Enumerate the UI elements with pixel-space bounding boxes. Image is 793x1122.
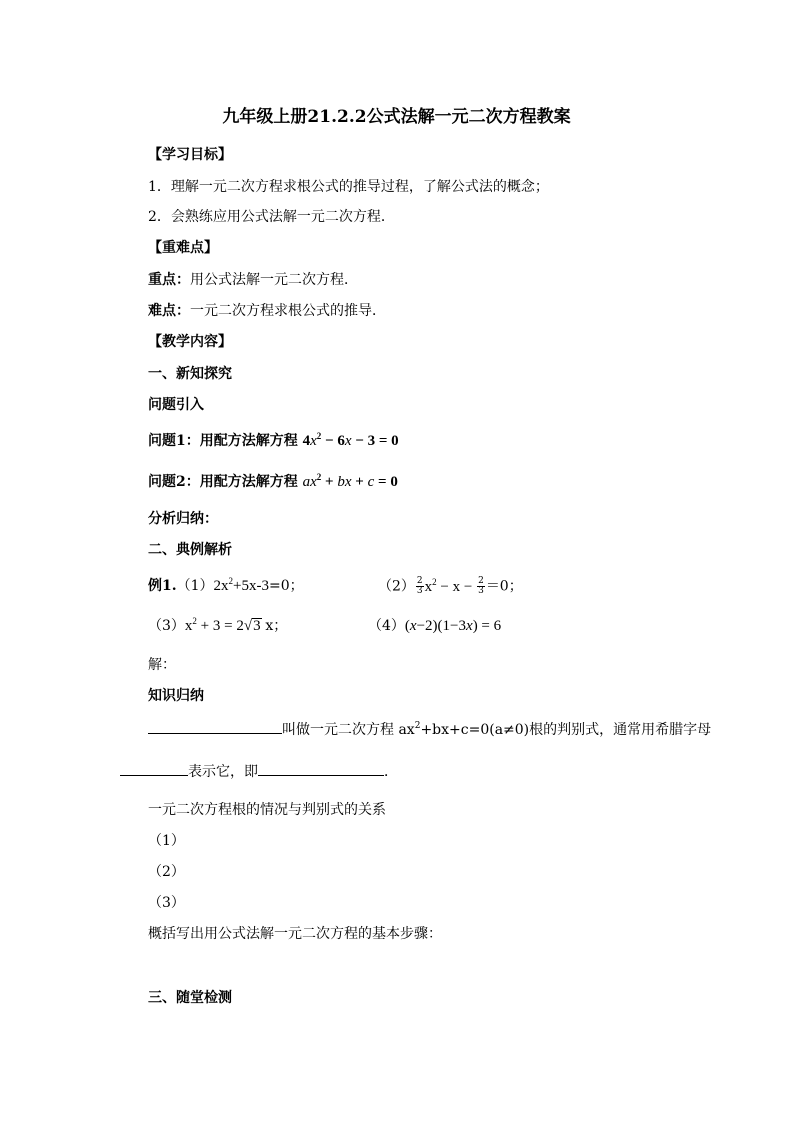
relation-item-2: （2）: [148, 864, 185, 880]
page-title: 九年级上册21.2.2公式法解一元二次方程教案: [222, 107, 571, 127]
part-2-tail: ＝0；: [485, 578, 523, 595]
fill-blank-1[interactable]: [148, 721, 282, 734]
goal-item-1: 1．理解一元二次方程求根公式的推导过程，了解公式法的概念；: [148, 179, 549, 195]
question-2: [148, 473, 398, 491]
question-2-equation: $ax^2$ + bx + c = 0: [302, 472, 398, 490]
part-4-rhs: 6: [493, 618, 502, 634]
example-1-part-2: （2） $\frac{2}{3}$ $x^2 - x$ − $\frac{2}{3}$ ＝0；: [378, 576, 523, 596]
goal-item-2: 2．会熟练应用公式法解一元二次方程．: [148, 209, 395, 225]
question-1-equation: $4x^2 - 6x - 3 = 0$: [302, 431, 399, 449]
section2-heading: 二、典例解析: [148, 542, 232, 558]
part-2-fraction-b: $\frac{2}{3}$: [478, 576, 484, 596]
section1-intro: 问题引入: [148, 397, 204, 413]
part-3-label: （3）: [148, 618, 185, 634]
part-4-label: （4）: [368, 618, 405, 634]
discriminant-sentence-1: 叫做一元二次方程 $ax^2+bx+c=0(a\ne 0)$根的判别式，通常用希腊字母: [148, 721, 711, 739]
part-2-fraction-a: $\frac{2}{3}$: [416, 576, 423, 596]
difficulty-label: 难点：: [148, 303, 190, 319]
question-1: [148, 432, 399, 450]
steps-text: 概括写出用公式法解一元二次方程的基本步骤：: [148, 926, 442, 942]
section1-heading: 一、新知探究: [148, 366, 232, 382]
focus-text: 用公式法解一元二次方程．: [190, 272, 358, 288]
part-1-tail: =0；: [269, 578, 304, 594]
relation-item-3: （3）: [148, 895, 185, 911]
difficulty-text: 一元二次方程求根公式的推导．: [190, 303, 386, 319]
relation-text: 一元二次方程根的情况与判别式的关系: [148, 802, 386, 818]
example-1-part-1: [148, 577, 304, 595]
sqrt-icon: √: [243, 618, 253, 634]
part-1-equation: $2x^2+5x-3$: [213, 576, 270, 594]
discriminant-sentence-2: 表示它，即 ．: [120, 763, 398, 781]
part-3-equation: $x^2 + 3 = 2√3$: [184, 616, 261, 634]
solution-label: 解：: [148, 657, 176, 673]
example-1-part-4: [368, 617, 501, 635]
analysis-label: 分析归纳：: [148, 511, 218, 527]
fill-blank-3[interactable]: [258, 763, 384, 776]
example-1-part-3: [148, 617, 287, 635]
example-label: 例1.: [148, 578, 177, 594]
part-2-label: （2）: [378, 578, 415, 595]
knowledge-heading: 知识归纳: [148, 688, 204, 704]
goals-heading: 【学习目标】: [148, 147, 232, 163]
question-1-label: 问题1：用配方法解方程: [148, 433, 298, 449]
part-1-label: （1）: [176, 578, 214, 594]
section3-heading: 三、随堂检测: [148, 990, 232, 1006]
content-heading: 【教学内容】: [148, 334, 232, 350]
fill-blank-2[interactable]: [120, 763, 188, 776]
focus-line: [148, 271, 358, 289]
focus-label: 重点：: [148, 272, 190, 288]
difficulty-line: [148, 302, 386, 320]
part-4-equation: (x−2)(1−3x) =: [404, 618, 494, 634]
part-3-tail: x；: [265, 618, 288, 634]
relation-item-1: （1）: [148, 833, 185, 849]
question-2-label: 问题2：用配方法解方程: [148, 474, 298, 490]
key-heading: 【重难点】: [148, 240, 218, 256]
